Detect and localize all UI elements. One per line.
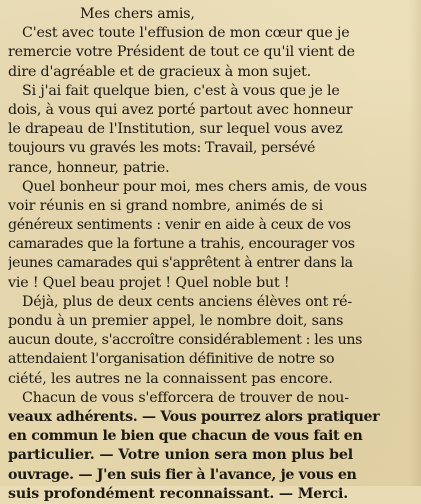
text-line-18: attendaient l'organisation définitive de notre so [8, 351, 335, 368]
text-line-1: C'est avec toute l'effusion de mon cœur que je [22, 25, 350, 42]
text-line-13: jeunes camarades qui s'apprêtent à entrer dans la [8, 255, 353, 272]
text-line-15: Déjà, plus de deux cents anciens élèves ont ré- [22, 293, 353, 310]
paper-edge-shade [409, 0, 421, 486]
text-line-14: vie ! Quel beau projet ! Quel noble but ! [8, 274, 290, 291]
text-line-12: camarades que la fortune a trahis, encourager vos [8, 236, 355, 253]
text-line-21: veaux adhérents. — Vous pourrez alors pratiquer [8, 408, 380, 425]
text-line-5: dois, à vous qui avez porté partout avec honneur [8, 101, 353, 118]
text-line-2: remercie votre Président de tout ce qu'il vient de [8, 44, 355, 61]
text-line-19: ciété, les autres ne la connaissent pas encore. [8, 370, 333, 387]
text-line-17: aucun doute, s'accroître considérablement : les uns [8, 332, 363, 349]
text-line-24: ouvrage. — J'en suis fier à l'avance, je vous en [8, 466, 357, 483]
text-line-16: pondu à un premier appel, le nombre doit, sans [8, 313, 344, 329]
text-line-3: dire d'agréable et de gracieux à mon sujet. [8, 63, 312, 80]
text-line-10: voir réunis en si grand nombre, animés de si [8, 197, 323, 214]
text-line-20: Chacun de vous s'efforcera de trouver de nou- [22, 389, 349, 406]
text-line-4: Si j'ai fait quelque bien, c'est à vous que je le [22, 82, 340, 99]
text-line-8: rance, honneur, patrie. [8, 159, 170, 176]
text-line-7: toujours vu gravés les mots: Travail, persévé [8, 140, 316, 157]
text-line-9: Quel bonheur pour moi, mes chers amis, de vous [22, 178, 368, 195]
text-line-22: en commun le bien que chacun de vous fait en [8, 428, 363, 445]
text-line-6: le drapeau de l'Institution, sur lequel vous avez [8, 121, 343, 138]
text-line-25: suis profondément reconnaissant. — Merci. [8, 485, 349, 502]
text-line-23: particulier. — Votre union sera mon plus bel [8, 447, 354, 464]
salutation: Mes chers amis, [80, 6, 195, 22]
text-line-11: généreux sentiments : venir en aide à ceux de vos [8, 217, 351, 234]
